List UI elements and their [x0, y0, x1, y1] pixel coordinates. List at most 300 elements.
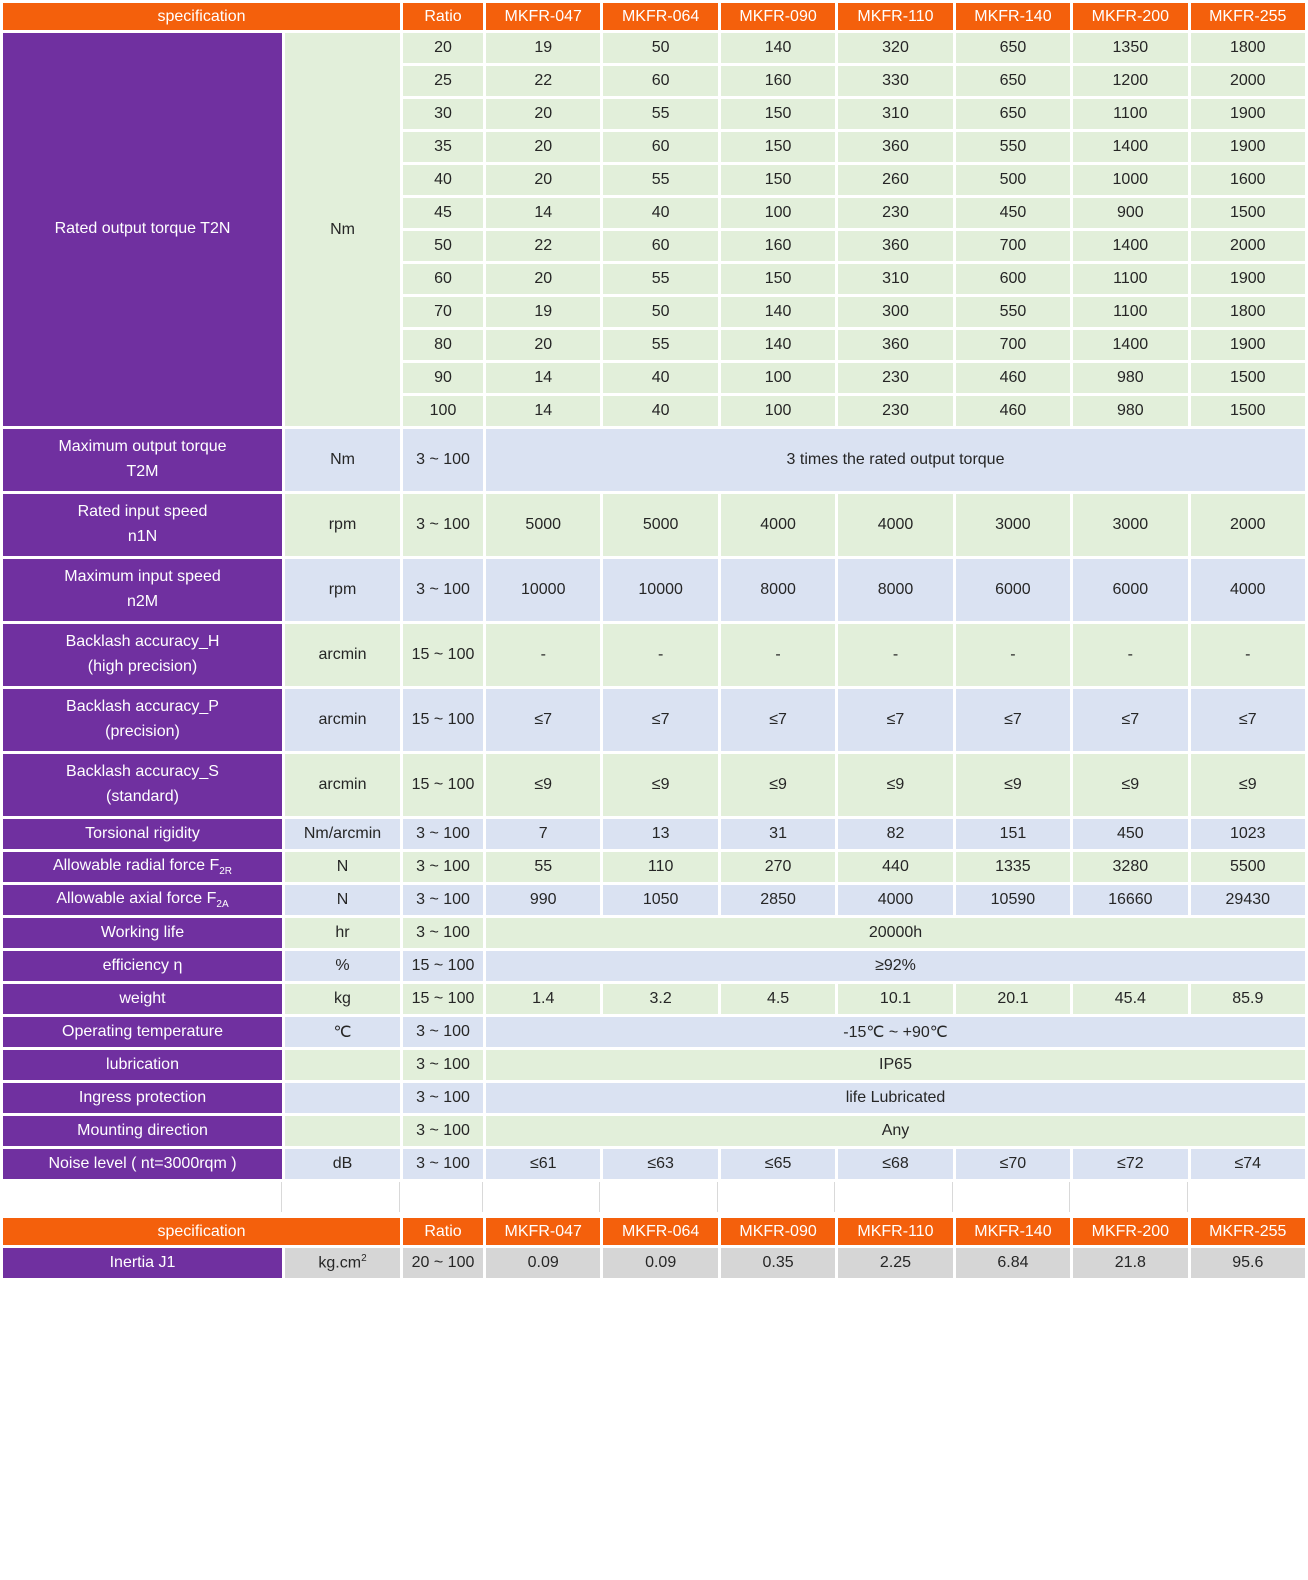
value-cell: 440 [838, 852, 952, 882]
value-cell: 270 [721, 852, 835, 882]
spec-label-cell [3, 1248, 282, 1278]
unit-cell: N [285, 885, 400, 915]
spec-label-text: Maximum input speed [64, 568, 221, 586]
value-cell: 5000 [486, 494, 600, 556]
spec-label-text: Ingress protection [78, 1088, 207, 1106]
value-cell: 55 [603, 330, 717, 360]
table-row [3, 1116, 1305, 1146]
spec-label-text: weight [119, 989, 166, 1007]
value-cell: 2.25 [838, 1248, 952, 1278]
spec-label-cell [3, 852, 282, 882]
value-cell: 140 [721, 330, 835, 360]
value-cell: 5500 [1191, 852, 1305, 882]
ratio-cell: 15 ~ 100 [403, 951, 483, 981]
value-cell: 60 [603, 231, 717, 261]
spec-label-text: Rated input speed [77, 503, 208, 521]
value-cell: 19 [486, 33, 600, 63]
value-cell: 20 [486, 132, 600, 162]
table-row [3, 689, 1305, 751]
table-row [3, 1083, 1305, 1113]
unit-cell: kg [285, 984, 400, 1014]
table-row [3, 429, 1305, 491]
value-cell: 82 [838, 819, 952, 849]
value-cell: 990 [486, 885, 600, 915]
value-cell: 20 [486, 330, 600, 360]
merged-value-cell: Any [486, 1116, 1305, 1146]
spec-label-cell [3, 1017, 282, 1047]
value-cell: ≤7 [1191, 689, 1305, 751]
table-row [3, 984, 1305, 1014]
value-cell: - [956, 624, 1070, 686]
merged-value-cell: IP65 [486, 1050, 1305, 1080]
spacer-cell [838, 1182, 952, 1212]
table-row [3, 494, 1305, 556]
spec-label-text: Inertia J1 [109, 1253, 176, 1271]
value-cell: 21.8 [1073, 1248, 1187, 1278]
value-cell: 22 [486, 66, 600, 96]
merged-value-cell: life Lubricated [486, 1083, 1305, 1113]
value-cell: ≤74 [1191, 1149, 1305, 1179]
spec-label-cell [3, 1050, 282, 1080]
value-cell: 450 [956, 198, 1070, 228]
value-cell: ≤9 [838, 754, 952, 816]
value-cell: ≤72 [1073, 1149, 1187, 1179]
ratio-cell: 40 [403, 165, 483, 195]
spec-label-cell [3, 689, 282, 751]
model-header: MKFR-047 [486, 3, 600, 30]
ratio-cell: 100 [403, 396, 483, 426]
value-cell: ≤7 [838, 689, 952, 751]
unit-cell: Nm [285, 429, 400, 491]
spec-label-cell [3, 1116, 282, 1146]
value-cell: ≤9 [603, 754, 717, 816]
value-cell: - [1191, 624, 1305, 686]
unit-cell: hr [285, 918, 400, 948]
value-cell: 160 [721, 231, 835, 261]
value-cell: 2000 [1191, 231, 1305, 261]
spec-label-cell [3, 819, 282, 849]
main-table-header [3, 3, 1305, 30]
ratio-cell: 3 ~ 100 [403, 885, 483, 915]
value-cell: 650 [956, 99, 1070, 129]
value-cell: 140 [721, 297, 835, 327]
header-row [3, 3, 1305, 30]
value-cell: 650 [956, 33, 1070, 63]
ratio-cell: 20 ~ 100 [403, 1248, 483, 1278]
value-cell: 460 [956, 363, 1070, 393]
spec-label-text: Backlash accuracy_P [66, 698, 219, 716]
value-cell: 8000 [721, 559, 835, 621]
main-table-body [3, 33, 1305, 1212]
value-cell: 1900 [1191, 99, 1305, 129]
value-cell: 1050 [603, 885, 717, 915]
ratio-cell: 80 [403, 330, 483, 360]
unit-cell: $kg.cm^2$ [285, 1248, 400, 1278]
value-cell: 310 [838, 264, 952, 294]
model-header: MKFR-110 [838, 3, 952, 30]
spacer-cell [1073, 1182, 1187, 1212]
spacer-row [3, 1182, 1305, 1212]
ratio-cell: 25 [403, 66, 483, 96]
ratio-cell: 45 [403, 198, 483, 228]
value-cell: 40 [603, 363, 717, 393]
merged-value-cell: 3 times the rated output torque [486, 429, 1305, 491]
value-cell: - [721, 624, 835, 686]
model-header: MKFR-047 [486, 1218, 600, 1245]
value-cell: 550 [956, 132, 1070, 162]
value-cell: ≤7 [603, 689, 717, 751]
ratio-cell: 50 [403, 231, 483, 261]
value-cell: 22 [486, 231, 600, 261]
table-row [3, 852, 1305, 882]
ratio-cell: 35 [403, 132, 483, 162]
value-cell: 1500 [1191, 396, 1305, 426]
spacer-cell [403, 1182, 483, 1212]
value-cell: ≤9 [721, 754, 835, 816]
value-cell: 980 [1073, 396, 1187, 426]
unit-cell: arcmin [285, 624, 400, 686]
value-cell: ≤7 [486, 689, 600, 751]
ratio-cell: 3 ~ 100 [403, 1050, 483, 1080]
value-cell: 230 [838, 396, 952, 426]
value-cell: 650 [956, 66, 1070, 96]
ratio-cell: 15 ~ 100 [403, 624, 483, 686]
value-cell: ≤7 [1073, 689, 1187, 751]
value-cell: - [603, 624, 717, 686]
value-cell: 20 [486, 99, 600, 129]
table-row [3, 559, 1305, 621]
value-cell: 55 [603, 264, 717, 294]
value-cell: 1800 [1191, 297, 1305, 327]
table-row [3, 624, 1305, 686]
value-cell: 1900 [1191, 330, 1305, 360]
value-cell: 360 [838, 132, 952, 162]
spec-label-cell [3, 885, 282, 915]
ratio-cell: 3 ~ 100 [403, 1083, 483, 1113]
value-cell: 13 [603, 819, 717, 849]
value-cell: ≤70 [956, 1149, 1070, 1179]
value-cell: 550 [956, 297, 1070, 327]
value-cell: 6000 [1073, 559, 1187, 621]
model-header: MKFR-200 [1073, 1218, 1187, 1245]
table-row [3, 33, 1305, 63]
unit-cell: rpm [285, 559, 400, 621]
value-cell: 230 [838, 198, 952, 228]
spec-label-text: Operating temperature [62, 1022, 223, 1040]
value-cell: 151 [956, 819, 1070, 849]
value-cell: 1900 [1191, 132, 1305, 162]
table-row [3, 1017, 1305, 1047]
value-cell: 2000 [1191, 66, 1305, 96]
value-cell: 55 [486, 852, 600, 882]
unit-cell: rpm [285, 494, 400, 556]
value-cell: 1100 [1073, 297, 1187, 327]
model-header: MKFR-140 [956, 3, 1070, 30]
unit-cell: ℃ [285, 1017, 400, 1047]
value-cell: 14 [486, 396, 600, 426]
value-cell: 1000 [1073, 165, 1187, 195]
model-header: MKFR-200 [1073, 3, 1187, 30]
value-cell: 55 [603, 99, 717, 129]
spec-label-text: Backlash accuracy_S [66, 763, 219, 781]
value-cell: 1.4 [486, 984, 600, 1014]
value-cell: ≤61 [486, 1149, 600, 1179]
value-cell: 700 [956, 231, 1070, 261]
value-cell: 310 [838, 99, 952, 129]
spec-label-cell [3, 33, 282, 426]
value-cell: 360 [838, 330, 952, 360]
value-cell: 450 [1073, 819, 1187, 849]
ratio-cell: 15 ~ 100 [403, 984, 483, 1014]
unit-cell [285, 1116, 400, 1146]
value-cell: 20 [486, 165, 600, 195]
inertia-spec-table [0, 1215, 1308, 1281]
spec-label-cell [3, 984, 282, 1014]
table-row [3, 754, 1305, 816]
spec-label-cell [3, 918, 282, 948]
value-cell: 1100 [1073, 99, 1187, 129]
value-cell: 4000 [1191, 559, 1305, 621]
unit-cell: arcmin [285, 689, 400, 751]
ratio-cell: 3 ~ 100 [403, 494, 483, 556]
model-header: MKFR-090 [721, 3, 835, 30]
specification-header: specification [3, 3, 400, 30]
unit-cell [285, 1050, 400, 1080]
table-row [3, 951, 1305, 981]
value-cell: 1200 [1073, 66, 1187, 96]
ratio-cell: 3 ~ 100 [403, 559, 483, 621]
unit-cell: Nm/arcmin [285, 819, 400, 849]
spacer-cell [486, 1182, 600, 1212]
value-cell: 14 [486, 363, 600, 393]
spec-label-subscript: 2A [216, 899, 229, 911]
value-cell: 330 [838, 66, 952, 96]
ratio-header: Ratio [403, 1218, 483, 1245]
value-cell: 85.9 [1191, 984, 1305, 1014]
value-cell: 60 [603, 132, 717, 162]
model-header: MKFR-064 [603, 3, 717, 30]
value-cell: 4.5 [721, 984, 835, 1014]
value-cell: ≤9 [1073, 754, 1187, 816]
value-cell: 40 [603, 396, 717, 426]
value-cell: 20 [486, 264, 600, 294]
value-cell: 980 [1073, 363, 1187, 393]
spec-label-cell [3, 754, 282, 816]
spec-label-cell [3, 624, 282, 686]
value-cell: 29430 [1191, 885, 1305, 915]
table-row [3, 1149, 1305, 1179]
value-cell: 1900 [1191, 264, 1305, 294]
value-cell: 1800 [1191, 33, 1305, 63]
value-cell: 360 [838, 231, 952, 261]
spec-label-text: Allowable axial force F [56, 890, 217, 908]
ratio-cell: 3 ~ 100 [403, 819, 483, 849]
value-cell: 100 [721, 396, 835, 426]
value-cell: 700 [956, 330, 1070, 360]
ratio-cell: 20 [403, 33, 483, 63]
spec-label-text: Maximum output torque [58, 438, 227, 456]
value-cell: 45.4 [1073, 984, 1187, 1014]
value-cell: 10000 [603, 559, 717, 621]
value-cell: ≤7 [956, 689, 1070, 751]
value-cell: 230 [838, 363, 952, 393]
value-cell: 50 [603, 297, 717, 327]
value-cell: 140 [721, 33, 835, 63]
value-cell: 150 [721, 165, 835, 195]
spec-label-text: efficiency η [102, 956, 183, 974]
value-cell: 4000 [838, 885, 952, 915]
spec-label-subscript: 2R [219, 866, 233, 878]
value-cell: 19 [486, 297, 600, 327]
spacer-cell [1191, 1182, 1305, 1212]
value-cell: 31 [721, 819, 835, 849]
spec-label-cell [3, 494, 282, 556]
value-cell: 3280 [1073, 852, 1187, 882]
spacer-cell [285, 1182, 400, 1212]
spec-label-line2: n1N [127, 528, 158, 545]
header-row [3, 1218, 1305, 1245]
value-cell: 1023 [1191, 819, 1305, 849]
ratio-cell: 15 ~ 100 [403, 754, 483, 816]
model-header: MKFR-255 [1191, 1218, 1305, 1245]
spec-label-cell [3, 951, 282, 981]
value-cell: ≤9 [486, 754, 600, 816]
value-cell: 95.6 [1191, 1248, 1305, 1278]
value-cell: 4000 [721, 494, 835, 556]
spec-label-text: Torsional rigidity [85, 824, 200, 842]
spec-label-cell [3, 1149, 282, 1179]
value-cell: - [1073, 624, 1187, 686]
value-cell: 7 [486, 819, 600, 849]
value-cell: 50 [603, 33, 717, 63]
spec-label-text: Mounting direction [77, 1121, 208, 1139]
value-cell: 3.2 [603, 984, 717, 1014]
value-cell: 150 [721, 264, 835, 294]
value-cell: 10.1 [838, 984, 952, 1014]
value-cell: - [838, 624, 952, 686]
unit-cell: Nm [285, 33, 400, 426]
ratio-cell: 90 [403, 363, 483, 393]
value-cell: 1350 [1073, 33, 1187, 63]
value-cell: 150 [721, 132, 835, 162]
value-cell: 2000 [1191, 494, 1305, 556]
ratio-cell: 70 [403, 297, 483, 327]
value-cell: 0.09 [603, 1248, 717, 1278]
table-row [3, 819, 1305, 849]
spec-label-line2: (standard) [106, 788, 179, 805]
ratio-header: Ratio [403, 3, 483, 30]
spec-label-cell [3, 429, 282, 491]
value-cell: 1400 [1073, 132, 1187, 162]
model-header: MKFR-090 [721, 1218, 835, 1245]
spec-label-cell [3, 559, 282, 621]
table-row [3, 1050, 1305, 1080]
value-cell: ≤9 [1191, 754, 1305, 816]
ratio-cell: 3 ~ 100 [403, 1017, 483, 1047]
spec-label-text: Allowable radial force F [52, 857, 220, 875]
model-header: MKFR-140 [956, 1218, 1070, 1245]
value-cell: 0.35 [721, 1248, 835, 1278]
value-cell: 20.1 [956, 984, 1070, 1014]
spec-label-line2: T2M [126, 463, 159, 480]
model-header: MKFR-064 [603, 1218, 717, 1245]
value-cell: 4000 [838, 494, 952, 556]
unit-cell: arcmin [285, 754, 400, 816]
spacer-cell [603, 1182, 717, 1212]
value-cell: 5000 [603, 494, 717, 556]
value-cell: 1400 [1073, 330, 1187, 360]
spec-label-text: Noise level ( nt=3000rqm ) [48, 1154, 237, 1172]
spacer-cell [956, 1182, 1070, 1212]
value-cell: 8000 [838, 559, 952, 621]
table-row [3, 885, 1305, 915]
spec-label-text: lubrication [106, 1055, 179, 1073]
value-cell: 40 [603, 198, 717, 228]
spec-label-text: Working life [100, 923, 185, 941]
value-cell: 1100 [1073, 264, 1187, 294]
ratio-cell: 15 ~ 100 [403, 689, 483, 751]
value-cell: 500 [956, 165, 1070, 195]
ratio-cell: 3 ~ 100 [403, 1149, 483, 1179]
unit-cell: N [285, 852, 400, 882]
value-cell: 3000 [1073, 494, 1187, 556]
value-cell: ≤63 [603, 1149, 717, 1179]
value-cell: 1500 [1191, 198, 1305, 228]
value-cell: 10590 [956, 885, 1070, 915]
value-cell: 10000 [486, 559, 600, 621]
value-cell: 600 [956, 264, 1070, 294]
ratio-cell: 3 ~ 100 [403, 852, 483, 882]
merged-value-cell: ≥92% [486, 951, 1305, 981]
table-row [3, 1248, 1305, 1278]
spacer-cell [721, 1182, 835, 1212]
unit-cell: % [285, 951, 400, 981]
value-cell: 900 [1073, 198, 1187, 228]
ratio-cell: 30 [403, 99, 483, 129]
value-cell: 320 [838, 33, 952, 63]
value-cell: ≤9 [956, 754, 1070, 816]
value-cell: 1335 [956, 852, 1070, 882]
inertia-table-header [3, 1218, 1305, 1245]
ratio-cell: 3 ~ 100 [403, 918, 483, 948]
value-cell: - [486, 624, 600, 686]
spacer-cell [3, 1182, 282, 1212]
spec-label-cell [3, 1083, 282, 1113]
model-header: MKFR-255 [1191, 3, 1305, 30]
value-cell: 1400 [1073, 231, 1187, 261]
unit-cell: dB [285, 1149, 400, 1179]
unit-superscript: 2 [361, 1253, 367, 1265]
spec-label-text: Backlash accuracy_H [65, 633, 220, 651]
value-cell: 6000 [956, 559, 1070, 621]
merged-value-cell: -15℃ ~ +90℃ [486, 1017, 1305, 1047]
inertia-table-body [3, 1248, 1305, 1278]
value-cell: 3000 [956, 494, 1070, 556]
spec-label-line2: (precision) [105, 723, 180, 740]
ratio-cell: 3 ~ 100 [403, 1116, 483, 1146]
value-cell: 0.09 [486, 1248, 600, 1278]
unit-cell [285, 1083, 400, 1113]
value-cell: 150 [721, 99, 835, 129]
model-header: MKFR-110 [838, 1218, 952, 1245]
value-cell: 60 [603, 66, 717, 96]
value-cell: ≤68 [838, 1149, 952, 1179]
spec-label-line2: n2M [126, 593, 159, 610]
value-cell: 460 [956, 396, 1070, 426]
spec-label-text: Rated output torque T2N [54, 220, 231, 238]
value-cell: 110 [603, 852, 717, 882]
value-cell: 6.84 [956, 1248, 1070, 1278]
